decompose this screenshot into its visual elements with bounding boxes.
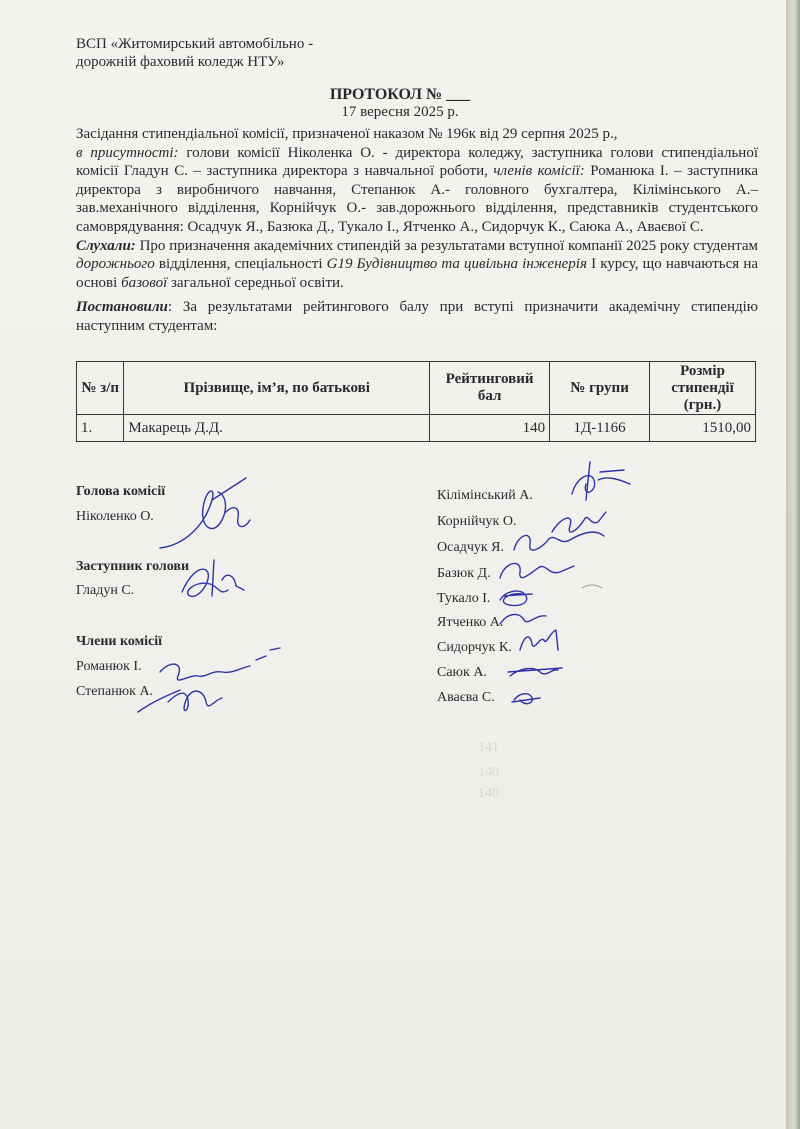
heard-paragraph (76, 237, 758, 293)
table-row (77, 415, 756, 442)
show-through-mark: 140 (478, 786, 499, 801)
protocol-title: ПРОТОКОЛ № ___ (329, 86, 471, 103)
members-label: членів комісії: (493, 163, 585, 180)
col-group-header: № групи (550, 362, 650, 415)
member-name: Осадчук Я. (437, 540, 505, 555)
member-name: Ятченко А. (437, 615, 504, 630)
presence-text-2: Романюка І. – заступника директора з виробничого навчання, Степанюк А.- головного бухгалтера, Кілімінського А.– зав.механічного відділення, Корнійчук О.- зав.дорожнього відділення, представників студентського самоврядування: Осадчук Я., Базюка Д., Тукало І., Ятченко А., Сидорчук К., Саюка А., Аваєвої С. (76, 163, 759, 235)
education-basis: базової (121, 274, 168, 291)
col-score-header: Рейтинговий бал (430, 362, 550, 415)
show-through-mark: 140 (478, 765, 499, 780)
member-name: Корнійчук О. (437, 514, 517, 529)
chair-name: Ніколенко О. (76, 509, 154, 524)
cell-amount: 1510,00 (650, 415, 756, 442)
member-name: Сидорчук К. (437, 640, 512, 655)
background-edge (786, 0, 800, 1129)
heard-text-4: загальної середньої освіти. (167, 274, 344, 291)
cell-score: 140 (430, 415, 550, 442)
col-number-header: № з/п (77, 362, 124, 415)
resolved-paragraph (76, 298, 758, 335)
members-title: Члени комісії (76, 634, 163, 649)
heard-text-1: Про призначення академічних стипендій за результатами вступної компанії 2025 року студентам (135, 237, 758, 254)
chair-title: Голова комісії (76, 484, 166, 499)
table-header-row (77, 362, 756, 415)
protocol-date: 17 вересня 2025 р. (341, 104, 459, 120)
specialty: G19 Будівництво та цивільна інженерія (326, 256, 587, 273)
department: дорожнього (76, 256, 155, 273)
presence-paragraph (76, 144, 758, 237)
institution-header (76, 35, 313, 71)
institution-line-2: дорожній фаховий коледж НТУ» (76, 54, 285, 70)
intro-paragraph (76, 125, 758, 144)
heard-text-3: І курсу, що навчаються на основі (76, 256, 759, 291)
cell-group: 1Д-1166 (550, 415, 650, 442)
presence-text-1: голови комісії Ніколенка О. - директора коледжу, заступника голови стипендіальної комісії Гладун С. – заступника директора з навчальної роботи, (76, 144, 758, 180)
member-name: Степанюк А. (76, 684, 154, 699)
deputy-name: Гладун С. (76, 583, 135, 598)
member-name: Тукало І. (437, 591, 491, 606)
member-name: Базюк Д. (437, 566, 491, 581)
show-through-mark: 141 (478, 740, 499, 755)
member-name: Саюк А. (437, 665, 487, 680)
resolved-label: Постановили (76, 299, 168, 316)
resolved-text: : За результатами рейтингового балу при вступі призначити академічну стипендію наступним студентам: (76, 299, 758, 334)
institution-line-1: ВСП «Житомирський автомобільно - (76, 36, 314, 52)
protocol-body (76, 125, 758, 336)
heard-text-2: відділення, спеціальності (154, 256, 327, 273)
member-name: Романюк І. (76, 659, 142, 674)
scholarship-table (76, 361, 756, 442)
member-name: Кілімінський А. (437, 488, 533, 503)
presence-label: в присутності: (76, 144, 179, 161)
deputy-title: Заступник голови (76, 559, 190, 574)
heard-label: Слухали: (76, 237, 136, 254)
col-amount-header: Розмір стипендії (грн.) (650, 362, 756, 415)
col-name-header: Прізвище, ім’я, по батькові (124, 362, 430, 415)
member-name: Аваєва С. (437, 690, 495, 705)
cell-name: Макарець Д.Д. (124, 415, 430, 442)
intro-text: Засідання стипендіальної комісії, призначеної наказом № 196к від 29 серпня 2025 р., (76, 126, 618, 142)
cell-number: 1. (77, 415, 124, 442)
